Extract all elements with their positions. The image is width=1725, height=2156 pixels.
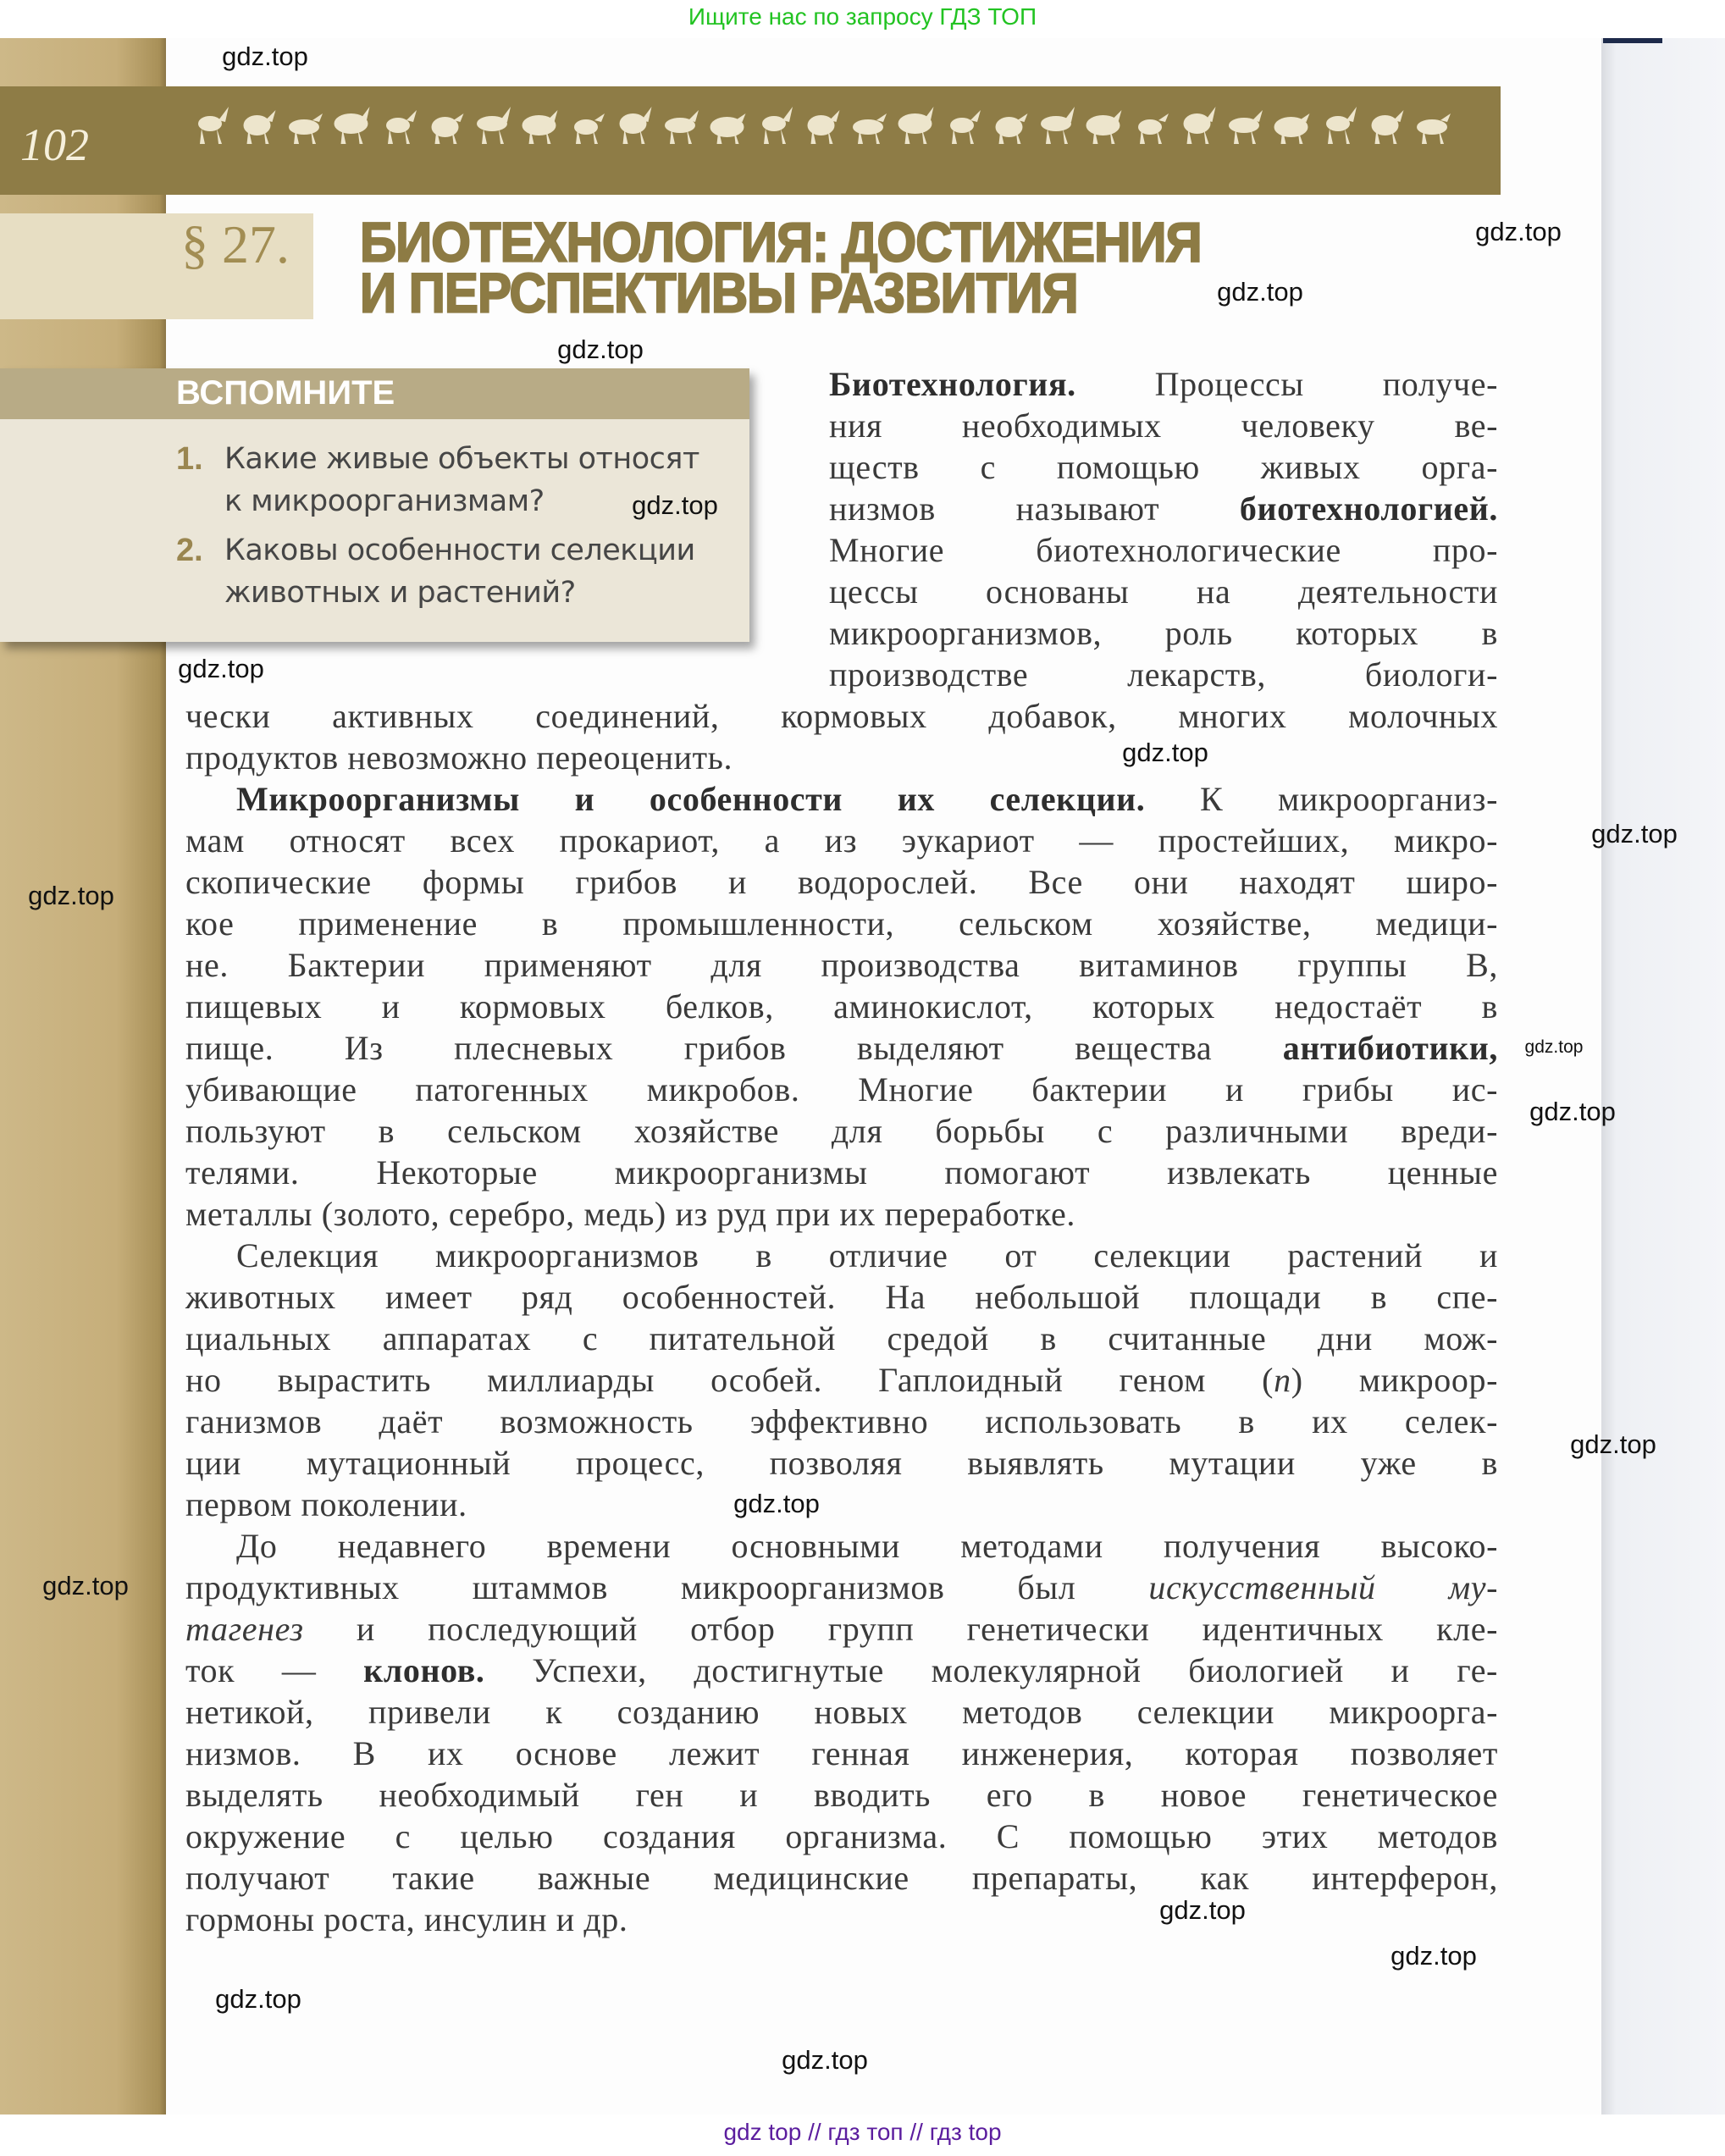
animal-silhouette-icon (898, 107, 934, 144)
italic-term: n (1274, 1361, 1291, 1399)
recall-item-2-number: 2. (176, 533, 203, 568)
animal-silhouette-icon (1274, 113, 1310, 144)
bold-term: Биотехнология. (829, 365, 1076, 403)
text-segment: Селекция микроорганизмов в отличие от селекции растений и (236, 1236, 1498, 1274)
text-line (185, 737, 1498, 778)
watermark-text: gdz.top (42, 1571, 129, 1600)
text-segment: скопические формы грибов и водорослей. Все они находят широ- (185, 863, 1498, 901)
animal-silhouette-icon (574, 113, 605, 144)
animal-silhouette-icon (244, 110, 276, 144)
bold-term: Микроорганизмы и особенности их селекции. (236, 780, 1146, 818)
page-number: 102 (20, 119, 89, 170)
text-line (185, 903, 1498, 944)
text-segment: чески активных соединений, кормовых добавок, многих молочных (185, 697, 1498, 735)
text-line (236, 778, 1498, 820)
text-line (185, 986, 1498, 1027)
watermark-text: gdz.top (222, 41, 308, 71)
text-segment: цессы основаны на деятельности (829, 572, 1498, 611)
animal-silhouette-icon (432, 113, 464, 144)
watermark-text: gdz.top (733, 1489, 820, 1518)
text-segment: убивающие патогенных микробов. Многие бактерии и грибы ис- (185, 1070, 1498, 1108)
text-line (185, 1027, 1498, 1069)
text-segment: До недавнего времени основными методами получения высоко- (236, 1527, 1498, 1565)
text-line (185, 1152, 1498, 1193)
animal-silhouette-icon (1184, 107, 1216, 144)
section-number: § 27. (181, 214, 290, 274)
text-line (185, 1401, 1498, 1442)
text-line (185, 1484, 1498, 1525)
watermark-text: gdz.top (215, 1984, 301, 2014)
text-line (829, 654, 1498, 695)
text-segment: К микроорганиз- (1145, 780, 1498, 818)
text-segment: продуктивных штаммов микроорганизмов был (185, 1568, 1149, 1606)
text-line (185, 695, 1498, 737)
watermark-text: gdz.top (28, 881, 114, 910)
text-segment: не. Бактерии применяют для производства витаминов группы В, (185, 946, 1498, 984)
watermark-text: gdz.top (178, 654, 264, 683)
animal-silhouette-icon (334, 107, 370, 144)
animal-silhouette-icon (522, 110, 558, 144)
text-line (829, 446, 1498, 488)
text-line (829, 488, 1498, 529)
text-segment: гормоны роста, инсулин и др. (185, 1900, 628, 1938)
recall-title: ВСПОМНИТЕ (176, 374, 395, 412)
search-banner-link[interactable]: Ищите нас по запросу ГДЗ ТОП (688, 3, 1037, 30)
text-segment: металлы (золото, серебро, медь) из руд при их переработке. (185, 1195, 1075, 1233)
recall-item-2-line-1: Каковы особенности селекции (224, 533, 695, 567)
text-line (185, 1816, 1498, 1857)
animal-silhouette-icon (1417, 113, 1451, 144)
animal-silhouette-icon (808, 110, 840, 144)
recall-item-1-line-1: Какие живые объекты относят (224, 442, 699, 476)
watermark-text: gdz.top (1475, 217, 1562, 246)
text-line (185, 1733, 1498, 1774)
text-line (829, 571, 1498, 612)
recall-item-1-line-2: к микроорганизмам? (224, 484, 545, 518)
text-segment: ции мутационный процесс, позволяя выявлять мутации уже в (185, 1444, 1498, 1482)
animal-silhouette-icon (762, 107, 793, 144)
animal-silhouette-icon (710, 113, 746, 144)
text-segment: пользуют в сельском хозяйстве для борьбы с различными вреди- (185, 1112, 1498, 1150)
animal-silhouette-icon (1138, 113, 1169, 144)
text-segment: Успехи, достигнутые молекулярной биологией и ге- (484, 1651, 1498, 1689)
text-segment: животных имеет ряд особенностей. На небольшой площади в спе- (185, 1278, 1498, 1316)
text-line (185, 1318, 1498, 1359)
text-line (829, 612, 1498, 654)
text-line (185, 944, 1498, 986)
italic-term: искусственный му- (1148, 1568, 1498, 1606)
watermark-text: gdz.top (1159, 1895, 1246, 1925)
next-page-edge (1601, 38, 1725, 2115)
text-segment: выделять необходимый ген и вводить его в новое генетическое (185, 1776, 1498, 1814)
watermark-text: gdz.top (1570, 1429, 1656, 1459)
text-line (185, 1567, 1498, 1608)
text-line (185, 1193, 1498, 1235)
page-left-margin-strip (0, 38, 166, 2115)
text-segment: нетикой, привели к созданию новых методов селекции микроорга- (185, 1693, 1498, 1731)
text-line (185, 1608, 1498, 1650)
text-line (185, 1110, 1498, 1152)
bold-term: биотехнологией. (1239, 489, 1498, 528)
animal-silhouette-icon (386, 110, 417, 144)
text-line (185, 861, 1498, 903)
animal-silhouette-icon (996, 113, 1028, 144)
bold-term: антибиотики, (1282, 1029, 1498, 1067)
text-line (185, 1442, 1498, 1484)
text-line (236, 1235, 1498, 1276)
text-segment: мам относят всех прокариот, а из эукариот — простейших, микро- (185, 821, 1498, 860)
text-line (185, 1069, 1498, 1110)
text-line (185, 820, 1498, 861)
text-line (185, 1774, 1498, 1816)
text-segment: продуктов невозможно переоценить. (185, 738, 733, 777)
watermark-text: gdz.top (557, 334, 644, 364)
animal-silhouette-icon (1086, 110, 1122, 144)
bold-term: клонов. (363, 1651, 485, 1689)
section-title-line-1: БИОТЕХНОЛОГИЯ: ДОСТИЖЕНИЯ (360, 211, 1202, 274)
text-segment: окружение с целью создания организма. С помощью этих методов (185, 1817, 1498, 1855)
text-line (185, 1899, 1498, 1940)
footer-links[interactable]: gdz top // гдз топ // гдз top (723, 2119, 1002, 2145)
text-segment: получают такие важные медицинские препараты, как интерферон, (185, 1859, 1498, 1897)
watermark-text: gdz.top (1529, 1097, 1616, 1126)
text-segment: ток — (185, 1651, 364, 1689)
text-segment: и последующий отбор групп генетически идентичных кле- (303, 1610, 1498, 1648)
text-line (185, 1276, 1498, 1318)
text-line (829, 405, 1498, 446)
recall-item-1-number: 1. (176, 441, 203, 477)
watermark-text: gdz.top (1122, 738, 1208, 767)
watermark-text: gdz.top (782, 2045, 868, 2075)
animal-silhouette-icon (1326, 107, 1357, 144)
text-segment: Процессы получе- (1075, 365, 1498, 403)
text-line (185, 1359, 1498, 1401)
animal-silhouette-icon (620, 107, 652, 144)
animal-silhouette-icon (1229, 110, 1263, 144)
page-edge-mark (1603, 38, 1662, 43)
animal-silhouette-icon (950, 110, 981, 144)
text-segment: ществ с помощью живых орга- (829, 448, 1498, 486)
watermark-text: gdz.top (1591, 819, 1678, 849)
text-segment: пищевых и кормовых белков, аминокислот, которых недостаёт в (185, 987, 1498, 1025)
watermark-text: gdz.top (632, 490, 718, 520)
section-title-line-2: И ПЕРСПЕКТИВЫ РАЗВИТИЯ (360, 262, 1078, 324)
text-segment: кое применение в промышленности, сельском хозяйстве, медици- (185, 904, 1498, 943)
text-segment: но вырастить миллиарды особей. Гаплоидный геном ( (185, 1361, 1274, 1399)
text-segment: ганизмов даёт возможность эффективно использовать в их селек- (185, 1402, 1498, 1440)
animal-silhouette-icon (1041, 107, 1075, 144)
animal-silhouettes-decoration (186, 100, 1457, 151)
watermark-text: gdz.top (1524, 1037, 1584, 1057)
animal-silhouette-icon (289, 113, 323, 144)
text-segment: первом поколении. (185, 1485, 467, 1523)
text-segment: ния необходимых человеку ве- (829, 406, 1498, 445)
animal-silhouette-icon (1372, 110, 1404, 144)
text-segment: ) микроор- (1291, 1361, 1498, 1399)
animal-silhouette-icon (477, 107, 511, 144)
italic-term: тагенез (185, 1610, 304, 1648)
text-segment: пище. Из плесневых грибов выделяют вещества (185, 1029, 1283, 1067)
watermark-text: gdz.top (1391, 1941, 1477, 1971)
text-segment: низмов называют (829, 489, 1240, 528)
recall-item-2-line-2: животных и растений? (224, 576, 576, 610)
text-line (185, 1857, 1498, 1899)
text-segment: циальных аппаратах с питательной средой в считанные дни мож- (185, 1319, 1498, 1357)
text-line (185, 1650, 1498, 1691)
text-segment: Многие биотехнологические про- (829, 531, 1498, 569)
animal-silhouette-icon (198, 107, 229, 144)
text-segment: телями. Некоторые микроорганизмы помогают извлекать ценные (185, 1153, 1498, 1191)
text-segment: низмов. В их основе лежит генная инженерия, которая позволяет (185, 1734, 1498, 1772)
animal-silhouette-icon (665, 110, 699, 144)
text-line (829, 363, 1498, 405)
text-segment: производстве лекарств, биологи- (829, 655, 1498, 694)
animal-silhouette-icon (853, 113, 887, 144)
watermark-text: gdz.top (1217, 277, 1303, 307)
text-line (829, 529, 1498, 571)
text-segment: микроорганизмов, роль которых в (829, 614, 1498, 652)
text-line (185, 1691, 1498, 1733)
text-line (236, 1525, 1498, 1567)
